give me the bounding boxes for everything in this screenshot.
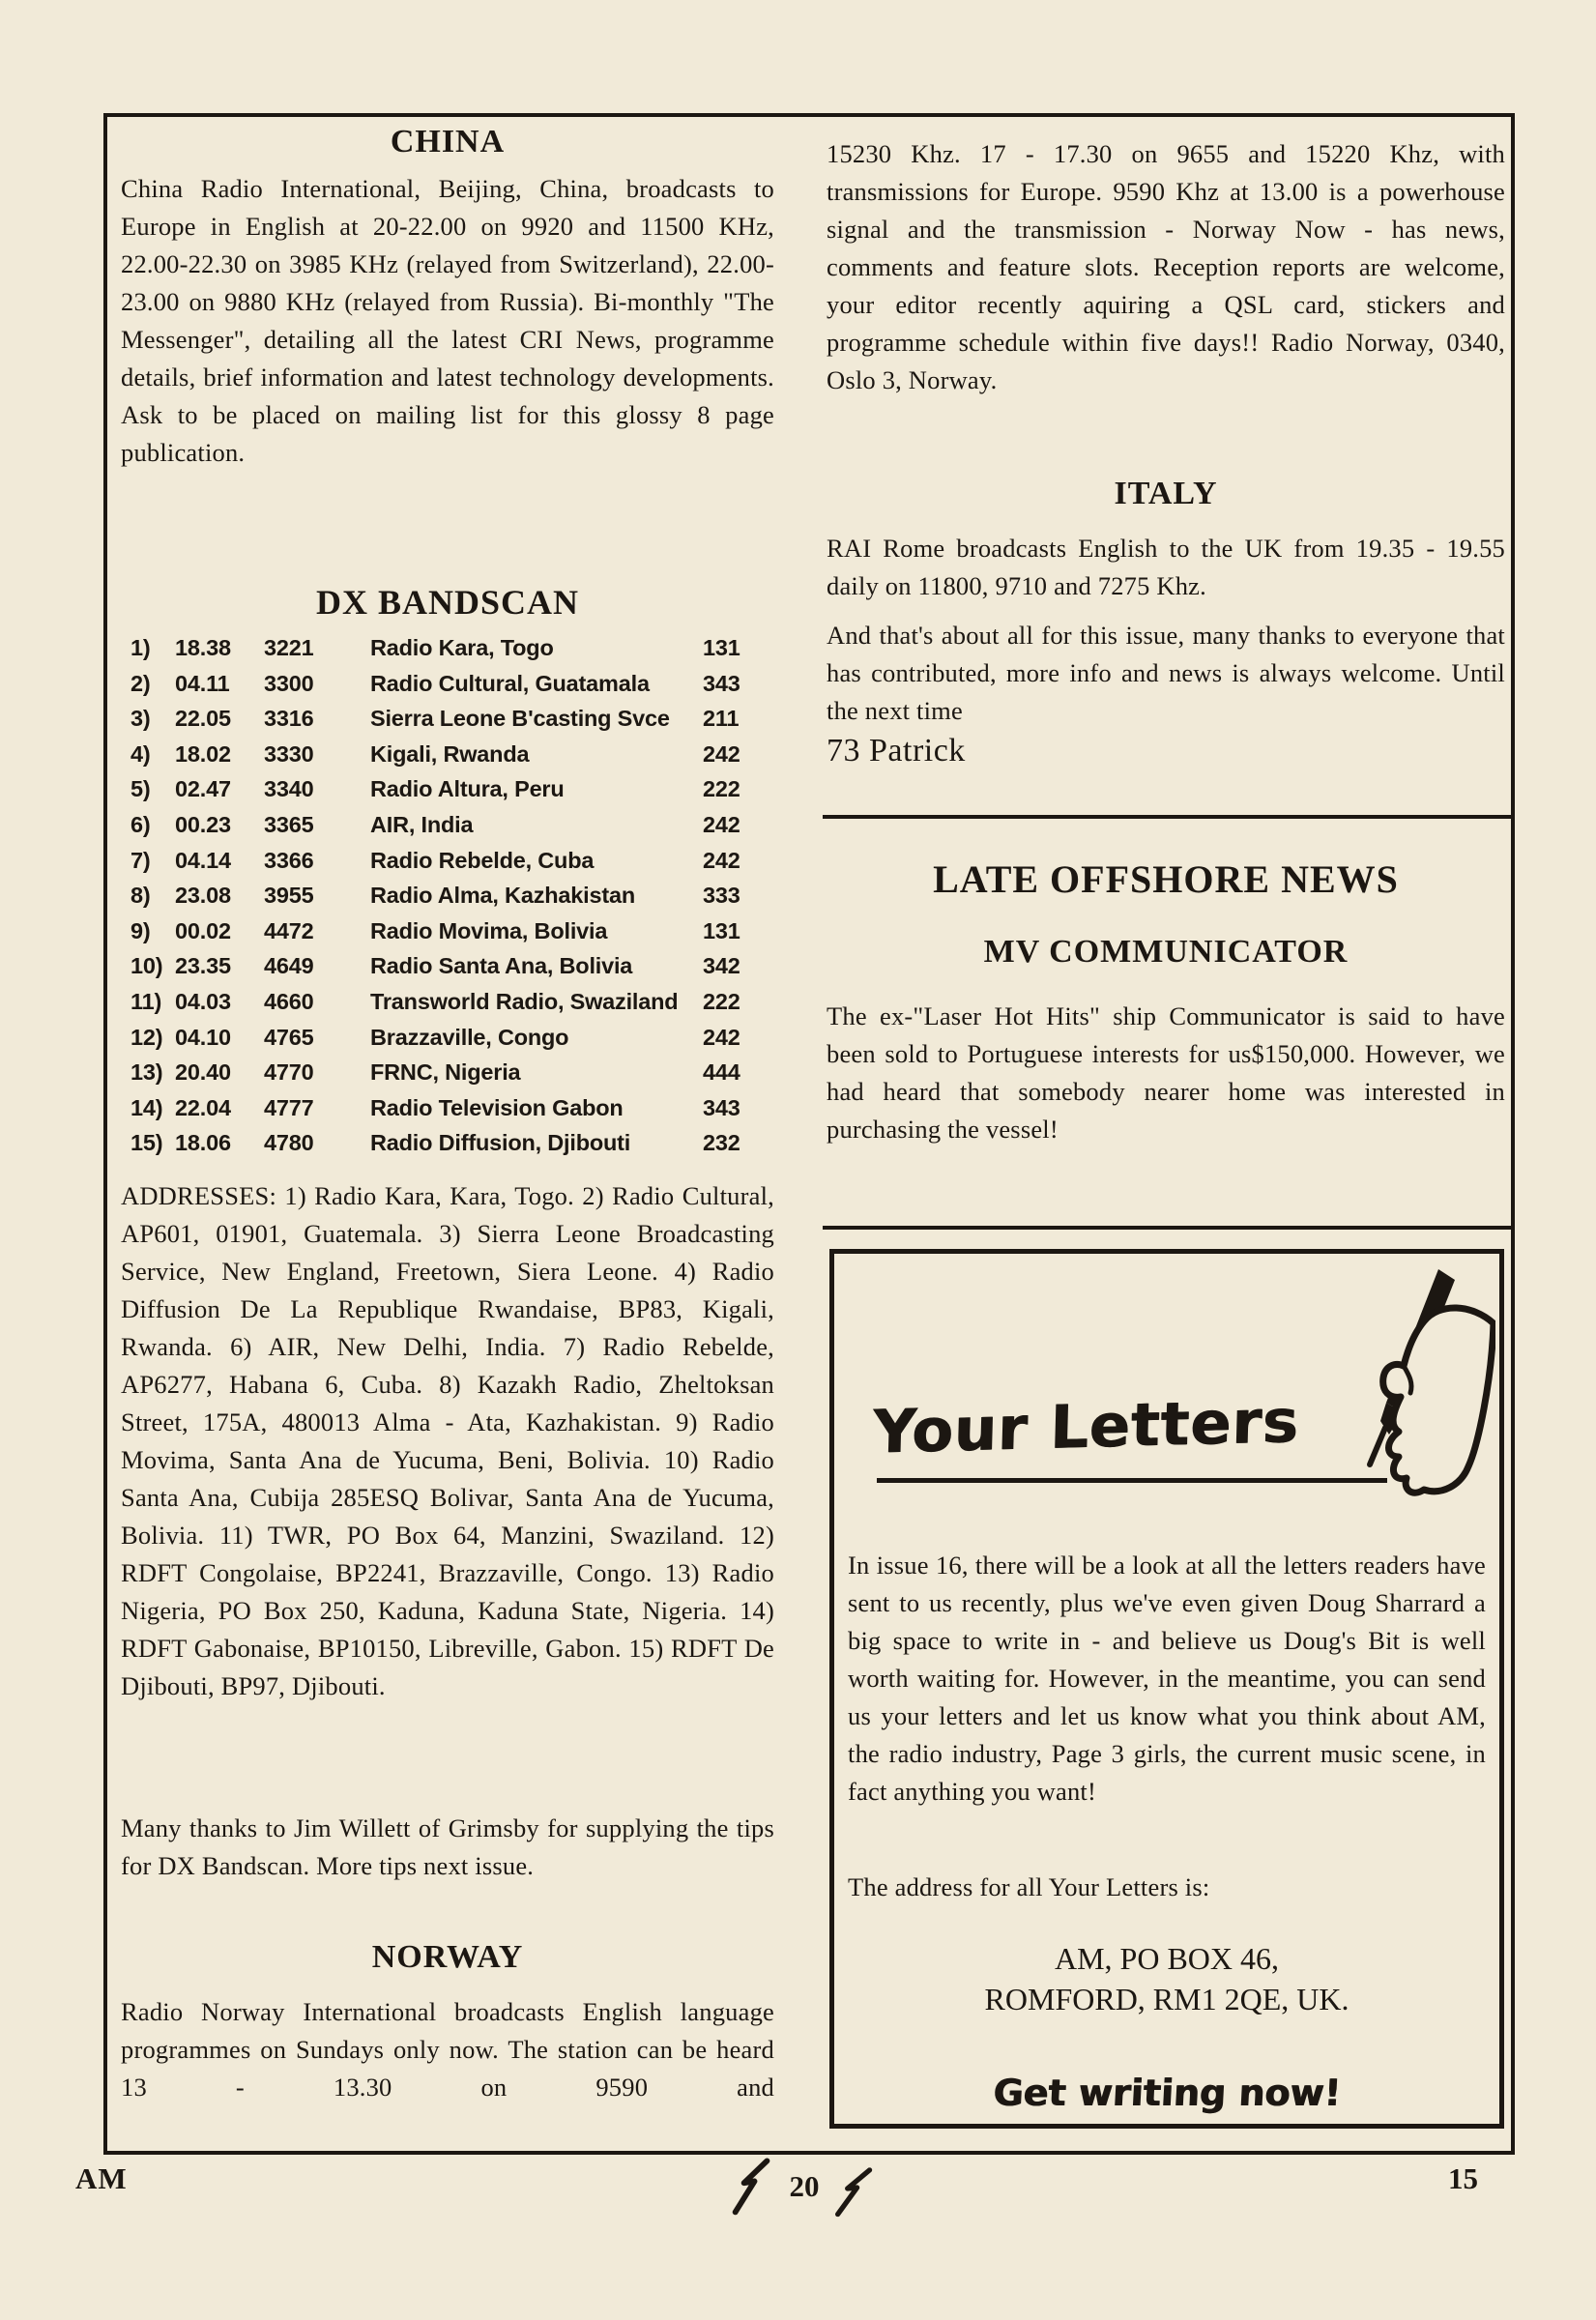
bandscan-sinpo: 232 <box>703 1130 740 1156</box>
bandscan-freq: 3330 <box>264 740 314 767</box>
bandscan-freq: 4770 <box>264 1059 314 1086</box>
bandscan-freq: 3316 <box>264 706 314 732</box>
bandscan-sinpo: 131 <box>703 635 740 660</box>
bandscan-station: AIR, India <box>370 811 474 837</box>
norway-continued-paragraph: 15230 Khz. 17 - 17.30 on 9655 and 15220 Khz, with transmissions for Europe. 9590 Khz at 13.00 is a powerhouse signal and the transmission - Norway Now - has news, comments and feature slots. Reception reports are welcome, your editor recently aquiring a QSL card, stickers and programme schedule within five days!! Radio Norway, 0340, Oslo 3, Norway. <box>827 139 1505 394</box>
lightning-bolt-icon <box>833 2162 875 2221</box>
bandscan-num: 3) <box>131 706 151 732</box>
bandscan-row <box>131 984 774 1020</box>
bandscan-time: 00.02 <box>175 917 231 943</box>
norway-heading: NORWAY <box>371 1939 524 1975</box>
bandscan-num: 1) <box>131 635 151 660</box>
bandscan-time: 20.40 <box>175 1059 231 1086</box>
bandscan-time: 02.47 <box>175 776 231 802</box>
bandscan-station: Radio Alma, Kazhakistan <box>370 883 635 909</box>
credits-paragraph: Many thanks to Jim Willett of Grimsby for supplying the tips for DX Bandscan. More tips next issue. <box>121 1813 774 1880</box>
bandscan-time: 04.11 <box>175 670 230 696</box>
bandscan-num: 8) <box>131 883 151 909</box>
bandscan-num: 7) <box>131 847 151 873</box>
bandscan-row <box>131 771 774 807</box>
bandscan-row <box>131 843 774 879</box>
offshore-paragraph: The ex-"Laser Hot Hits" ship Communicator is said to have been sold to Portuguese interests for us$150,000. However, we had heard that somebody nearer home was interested in purchasing the vessel! <box>827 1001 1505 1144</box>
bandscan-num: 4) <box>131 740 151 767</box>
china-paragraph: China Radio International, Beijing, China, broadcasts to Europe in English at 20-22.00 on 9920 and 11500 KHz, 22.00-22.30 on 3985 KHz (relayed from Switzerland), 22.00-23.00 on 9880 KHz (relayed from Russia). Bi-monthly "The Messenger", detailing all the latest CRI News, programme details, brief information and latest technology developments. Ask to be placed on mailing list for this glossy 8 page publication. <box>121 174 774 467</box>
bandscan-station: Radio Kara, Togo <box>370 635 554 660</box>
italy-paragraph: RAI Rome broadcasts English to the UK from 19.35 - 19.55 daily on 11800, 9710 and 7275 Khz. <box>827 534 1505 600</box>
bandscan-sinpo: 242 <box>703 1024 740 1050</box>
lightning-bolt-icon <box>730 2155 772 2218</box>
bandscan-station: Radio Rebelde, Cuba <box>370 847 595 873</box>
bandscan-station: Radio Cultural, Guatamala <box>370 670 650 696</box>
bandscan-row <box>131 1125 774 1161</box>
bandscan-sinpo: 242 <box>703 811 740 837</box>
offshore-news-heading: LATE OFFSHORE NEWS <box>933 857 1399 901</box>
bandscan-station: Brazzaville, Congo <box>370 1024 569 1050</box>
bandscan-num: 9) <box>131 917 151 943</box>
bandscan-num: 13) <box>131 1059 163 1086</box>
bandscan-time: 04.10 <box>175 1024 231 1050</box>
footer-magazine-name: AM <box>75 2161 128 2195</box>
bandscan-time: 18.06 <box>175 1130 231 1156</box>
bandscan-sinpo: 242 <box>703 847 740 873</box>
bandscan-row <box>131 666 774 702</box>
your-letters-heading: Your Letters <box>871 1385 1300 1467</box>
bandscan-num: 5) <box>131 776 151 802</box>
bandscan-station: Radio Movima, Bolivia <box>370 917 608 943</box>
bandscan-num: 2) <box>131 670 151 696</box>
get-writing-cta: Get writing now! <box>992 2072 1342 2114</box>
bandscan-num: 6) <box>131 811 151 837</box>
bandscan-num: 10) <box>131 953 163 979</box>
bandscan-sinpo: 222 <box>703 988 740 1014</box>
bandscan-row <box>131 878 774 914</box>
bandscan-row <box>131 1055 774 1090</box>
hand-pen-illustration <box>1292 1265 1495 1507</box>
bandscan-time: 22.05 <box>175 706 231 732</box>
bandscan-row <box>131 948 774 984</box>
bandscan-freq: 3955 <box>264 883 314 909</box>
bandscan-station: Radio Altura, Peru <box>370 776 565 802</box>
bandscan-row <box>131 1020 774 1056</box>
letters-address-intro: The address for all Your Letters is: <box>848 1872 1210 1901</box>
closing-paragraph: And that's about all for this issue, many thanks to everyone that has contributed, more info and news is always welcome. Until the next time <box>827 621 1505 725</box>
italy-heading: ITALY <box>1114 476 1218 511</box>
letters-address-line1: AM, PO BOX 46, <box>1054 1941 1280 1976</box>
bandscan-freq: 4649 <box>264 953 314 979</box>
bandscan-time: 23.35 <box>175 953 231 979</box>
bandscan-row <box>131 807 774 843</box>
bandscan-row <box>131 914 774 949</box>
bandscan-row <box>131 737 774 772</box>
mv-communicator-heading: MV COMMUNICATOR <box>983 934 1349 970</box>
bandscan-freq: 4777 <box>264 1094 314 1120</box>
addresses-paragraph: ADDRESSES: 1) Radio Kara, Kara, Togo. 2) Radio Cultural, AP601, 01901, Guatemala. 3) Sierra Leone Broadcasting Service, New England, Freetown, Siera Leone. 4) Radio Diffusion De La Republique Rwandaise, BP83, Kigali, Rwanda. 6) AIR, New Delhi, India. 7) Radio Rebelde, AP6277, Habana 6, Cuba. 8) Kazakh Radio, Zheltoksan Street, 175A, 480013 Alma - Ata, Kazhakistan. 9) Radio Movima, Santa Ana de Yucuma, Beni, Bolivia. 10) Radio Santa Ana, Cubija 285ESQ Bolivar, Santa Ana de Yucuma, Bolivia. 11) TWR, PO Box 64, Manzini, Swaziland. 12) RDFT Congolaise, BP2241, Brazzaville, Congo. 13) Radio Nigeria, PO Box 250, Kaduna, Kaduna State, Nigeria. 14) RDFT Gabonaise, BP10150, Libreville, Gabon. 15) RDFT De Djibouti, BP97, Djibouti. <box>121 1181 774 1700</box>
bandscan-sinpo: 131 <box>703 917 740 943</box>
bandscan-table <box>131 630 774 1161</box>
bandscan-station: Kigali, Rwanda <box>370 740 530 767</box>
bandscan-freq: 4765 <box>264 1024 314 1050</box>
bandscan-sinpo: 343 <box>703 1094 740 1120</box>
section-divider <box>823 1226 1511 1230</box>
bandscan-row <box>131 630 774 666</box>
bandscan-freq: 3366 <box>264 847 314 873</box>
bandscan-sinpo: 342 <box>703 953 740 979</box>
bandscan-station: FRNC, Nigeria <box>370 1059 521 1086</box>
bandscan-sinpo: 444 <box>703 1059 740 1086</box>
bandscan-num: 15) <box>131 1130 163 1156</box>
bandscan-time: 04.14 <box>175 847 231 873</box>
bandscan-time: 00.23 <box>175 811 231 837</box>
bandscan-freq: 4472 <box>264 917 314 943</box>
bandscan-num: 14) <box>131 1094 163 1120</box>
bandscan-num: 11) <box>131 988 162 1014</box>
bandscan-station: Radio Santa Ana, Bolivia <box>370 953 633 979</box>
bandscan-station: Radio Diffusion, Djibouti <box>370 1130 631 1156</box>
bandscan-sinpo: 333 <box>703 883 740 909</box>
china-heading: CHINA <box>390 124 506 160</box>
section-divider <box>823 815 1511 819</box>
editor-signoff: 73 Patrick <box>827 733 966 768</box>
bandscan-time: 23.08 <box>175 883 231 909</box>
bandscan-time: 04.03 <box>175 988 231 1014</box>
norway-paragraph: Radio Norway International broadcasts English language programmes on Sundays only now. The station can be heard 13 - 13.30 on 9590 and <box>121 1997 774 2102</box>
bandscan-time: 22.04 <box>175 1094 231 1120</box>
bandscan-sinpo: 343 <box>703 670 740 696</box>
bandscan-freq: 3365 <box>264 811 314 837</box>
bandscan-station: Sierra Leone B'casting Svce <box>370 706 670 732</box>
letters-address-line2: ROMFORD, RM1 2QE, UK. <box>984 1982 1349 2016</box>
your-letters-box <box>829 1249 1504 2129</box>
bandscan-row <box>131 1090 774 1126</box>
bandscan-station: Transworld Radio, Swaziland <box>370 988 679 1014</box>
bandscan-station: Radio Television Gabon <box>370 1094 624 1120</box>
letters-paragraph: In issue 16, there will be a look at all the letters readers have sent to us recently, plus we've even given Doug Sharrard a big space to write in - and believe us Doug's Bit is well worth waiting for. However, in the meantime, you can send us your letters and let us know what you think about AM, the radio industry, Page 3 girls, the current music scene, in fact anything you want! <box>848 1551 1486 1806</box>
bandscan-time: 18.38 <box>175 635 231 660</box>
bandscan-freq: 3221 <box>264 635 314 660</box>
footer-page-center <box>657 2156 947 2218</box>
bandscan-freq: 3300 <box>264 670 314 696</box>
bandscan-heading: DX BANDSCAN <box>315 583 580 622</box>
bandscan-sinpo: 222 <box>703 776 740 802</box>
footer-page-number: 15 <box>1448 2161 1478 2195</box>
bandscan-freq: 4660 <box>264 988 314 1014</box>
bandscan-sinpo: 242 <box>703 740 740 767</box>
footer-issue-number: 20 <box>789 2169 820 2203</box>
bandscan-sinpo: 211 <box>703 706 740 732</box>
bandscan-freq: 3340 <box>264 776 314 802</box>
bandscan-freq: 4780 <box>264 1130 314 1156</box>
bandscan-num: 12) <box>131 1024 163 1050</box>
bandscan-time: 18.02 <box>175 740 231 767</box>
bandscan-row <box>131 701 774 737</box>
